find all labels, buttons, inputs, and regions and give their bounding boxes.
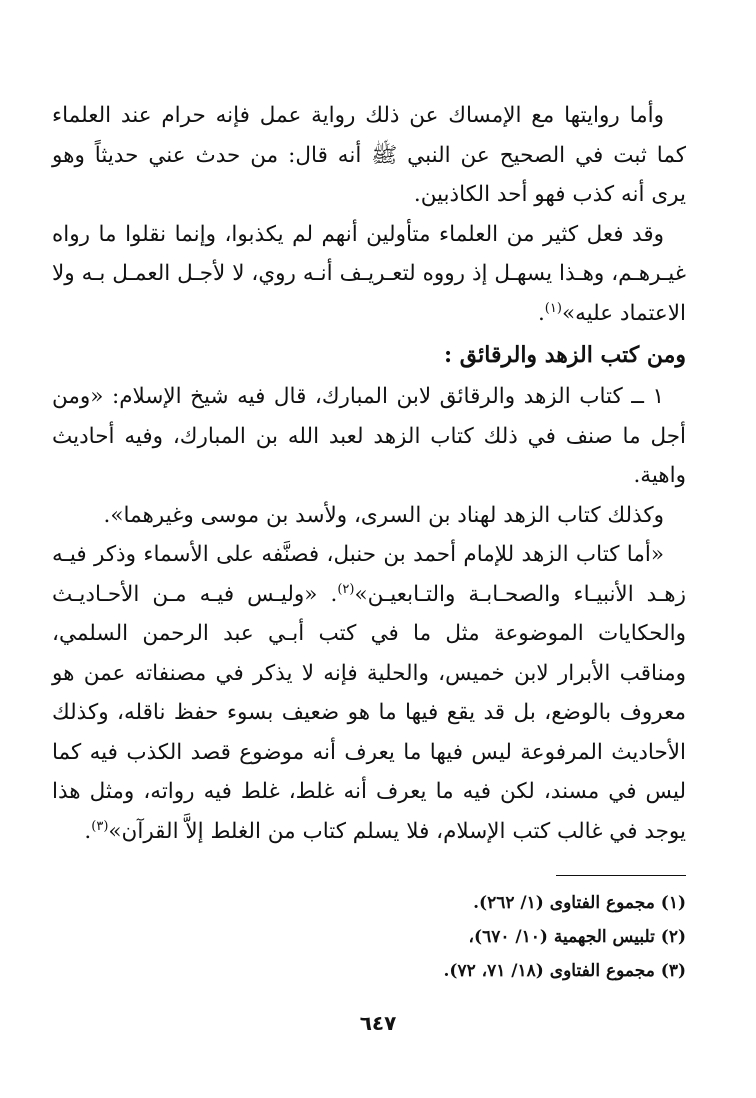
main-text (52, 96, 686, 851)
footnote-ref-3: (٣) (91, 818, 109, 834)
paragraph-4: وكذلك كتاب الزهد لهناد بن السرى، ولأسد بن موسى وغيرهما». (103, 502, 664, 528)
footnote-2: (٢) تلبيس الجهمية (١٠/ ٦٧٠)، (468, 927, 686, 947)
paragraph-5 (52, 535, 686, 851)
footnote-ref-2: (٢) (337, 581, 355, 597)
paragraph-5-part-b: . «وليـس فيـه مـن الأحـاديـث والحكايات الموضوعة مثل ما في كتب أبـي عبد الرحمن السلمي، ومناقب الأبرار لابن خميس، والحلية فإنه لا يذكر في مصنفاته عمن هو معروف بالوضع، بل قد يقع فيها ما هو ضعيف بسوء حفظ ناقله، وكذلك الأحاديث المرفوعة ليس فيها ما يعرف أنه موضوع قصد الكذب فيه كما ليس في مسند، لكن فيه ما يعرف أنه غلط، غلط فيه رواته، ومثل هذا يوجد في غالب كتب الإسلام، فلا يسلم كتاب من الغلط إلاَّ القرآن» (52, 581, 686, 844)
section-heading: ومن كتب الزهد والرقائق : (444, 342, 686, 368)
footnote-divider (556, 875, 686, 876)
paragraph-2 (52, 215, 686, 334)
book-page (52, 96, 686, 1098)
footnote-1: (١) مجموع الفتاوى (١/ ٢٦٢). (473, 893, 686, 913)
footnote-3: (٣) مجموع الفتاوى (١٨/ ٧١، ٧٢). (443, 961, 686, 981)
paragraph-2-end: . (537, 300, 545, 326)
paragraph-5-part-a: «أما كتاب الزهد للإمام أحمد بن حنبل، فصنَّفه على الأسماء وذكر فيـه زهـد الأنبيـاء والصحـابـة والتـابعيـن» (52, 542, 686, 607)
footnote-ref-1: (١) (544, 300, 562, 316)
page-number: ٦٤٧ (359, 1011, 397, 1035)
paragraph-2-text: وقد فعل كثير من العلماء متأولين أنهم لم يكذبوا، وإنما نقلوا ما رواه غيـرهـم، وهـذا يسهـل إذ رووه لتعـريـف أنـه روي، لا لأجـل العمـل بـه ولا الاعتماد عليه» (52, 221, 686, 326)
paragraph-3: ١ ــ كتاب الزهد والرقائق لابن المبارك، قال فيه شيخ الإسلام: «ومن أجل ما صنف في ذلك كتاب الزهد لعبد الله بن المبارك، وفيه أحاديث واهية. (52, 384, 686, 488)
footnotes (52, 886, 686, 988)
paragraph-5-end: . (84, 818, 92, 844)
paragraph-1: وأما روايتها مع الإمساك عن ذلك رواية عمل فإنه حرام عند العلماء كما ثبت في الصحيح عن النبي ﷺ أنه قال: من حدث عني حديثاً وهو يرى أنه كذب فهو أحد الكاذبين. (52, 103, 686, 207)
